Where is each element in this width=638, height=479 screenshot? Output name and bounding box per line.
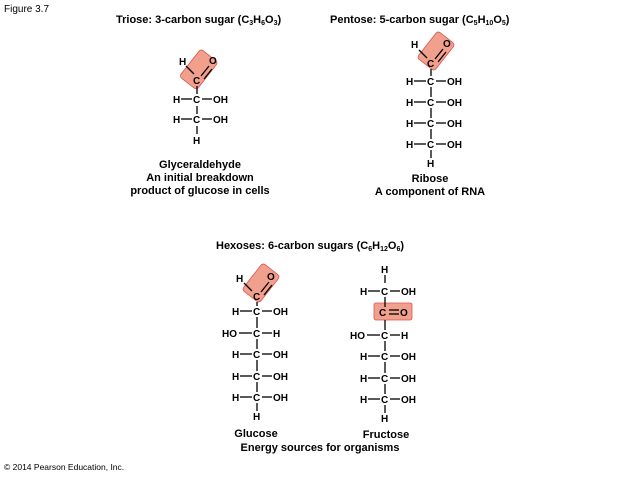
svg-text:OH: OH xyxy=(401,374,416,385)
svg-text:OH: OH xyxy=(447,77,462,88)
svg-text:H: H xyxy=(232,307,240,318)
svg-text:OH: OH xyxy=(401,352,416,363)
figure-label: Figure 3.7 xyxy=(4,4,50,15)
svg-text:OH: OH xyxy=(213,115,228,126)
svg-text:H: H xyxy=(360,352,368,363)
svg-text:C: C xyxy=(427,59,435,70)
svg-text:OH: OH xyxy=(447,98,462,109)
svg-text:H: H xyxy=(360,374,368,385)
svg-text:C: C xyxy=(381,374,389,385)
svg-text:H: H xyxy=(427,159,435,170)
svg-text:O: O xyxy=(267,272,275,283)
svg-text:C: C xyxy=(253,393,261,404)
hexoses-heading-text: Hexoses: 6-carbon sugars xyxy=(216,240,354,252)
highlights xyxy=(179,31,455,320)
svg-text:H: H xyxy=(360,395,368,406)
svg-text:C: C xyxy=(381,395,389,406)
svg-text:H: H xyxy=(232,372,240,383)
svg-text:C: C xyxy=(427,98,435,109)
triose-heading-text: Triose: 3-carbon sugar xyxy=(116,14,235,26)
triose-formula: $(C_3H_6O_3)$ xyxy=(237,14,282,27)
svg-text:OH: OH xyxy=(273,350,288,361)
svg-text:O: O xyxy=(443,39,451,50)
fructose-structure xyxy=(350,265,416,425)
svg-text:C: C xyxy=(253,292,261,303)
svg-text:HO: HO xyxy=(350,331,365,342)
svg-text:H: H xyxy=(401,331,409,342)
fructose-name: Fructose xyxy=(362,429,410,441)
ribose-carbonyl-highlight xyxy=(417,31,455,71)
svg-text:O: O xyxy=(209,56,217,67)
svg-text:H: H xyxy=(406,77,414,88)
svg-text:H: H xyxy=(193,136,201,147)
svg-text:H: H xyxy=(406,119,414,130)
svg-text:OH: OH xyxy=(447,119,462,130)
svg-text:C: C xyxy=(381,287,389,298)
glyceraldehyde-desc-1: An initial breakdown xyxy=(146,172,254,184)
svg-text:C: C xyxy=(381,331,389,342)
svg-text:C: C xyxy=(427,140,435,151)
glucose-structure xyxy=(222,272,288,423)
glyceraldehyde-desc-2: product of glucose in cells xyxy=(130,185,270,197)
svg-text:C: C xyxy=(379,308,387,319)
ribose-name: Ribose xyxy=(411,173,449,185)
svg-text:H: H xyxy=(173,115,181,126)
copyright: © 2014 Pearson Education, Inc. xyxy=(4,462,125,472)
hexoses-formula: $(C_6H_{12}O_6)$ xyxy=(356,240,405,253)
svg-text:C: C xyxy=(253,372,261,383)
svg-text:C: C xyxy=(193,76,201,87)
svg-text:H: H xyxy=(232,393,240,404)
svg-text:OH: OH xyxy=(447,140,462,151)
svg-text:H: H xyxy=(411,40,419,51)
svg-text:C: C xyxy=(253,329,261,340)
svg-text:H: H xyxy=(406,140,414,151)
svg-text:C: C xyxy=(253,350,261,361)
svg-text:H: H xyxy=(381,414,389,425)
svg-text:OH: OH xyxy=(213,95,228,106)
svg-text:H: H xyxy=(173,95,181,106)
svg-text:H: H xyxy=(232,350,240,361)
svg-text:H: H xyxy=(273,329,281,340)
svg-text:C: C xyxy=(193,95,201,106)
pentose-formula: $(C_5H_{10}O_5)$ xyxy=(462,14,510,27)
svg-text:C: C xyxy=(253,307,261,318)
svg-text:OH: OH xyxy=(401,287,416,298)
svg-text:C: C xyxy=(427,77,435,88)
svg-text:C: C xyxy=(193,115,201,126)
glucose-name: Glucose xyxy=(234,428,278,440)
svg-text:H: H xyxy=(179,57,187,68)
svg-text:HO: HO xyxy=(222,329,237,340)
svg-text:H: H xyxy=(236,274,244,285)
hexoses-caption: Energy sources for organisms xyxy=(240,442,400,454)
svg-text:H: H xyxy=(360,287,368,298)
svg-text:OH: OH xyxy=(401,395,416,406)
svg-text:C: C xyxy=(381,352,389,363)
svg-text:OH: OH xyxy=(273,372,288,383)
pentose-heading-text: Pentose: 5-carbon sugar xyxy=(330,14,459,26)
svg-text:O: O xyxy=(400,308,408,319)
ribose-structure xyxy=(406,39,462,170)
svg-text:H: H xyxy=(381,265,389,276)
ribose-desc: A component of RNA xyxy=(374,186,486,198)
svg-text:OH: OH xyxy=(273,307,288,318)
glucose-carbonyl-highlight xyxy=(242,263,280,303)
glyceraldehyde-name: Glyceraldehyde xyxy=(159,159,241,171)
svg-text:C: C xyxy=(427,119,435,130)
svg-text:H: H xyxy=(253,412,261,423)
svg-text:H: H xyxy=(406,98,414,109)
svg-text:OH: OH xyxy=(273,393,288,404)
